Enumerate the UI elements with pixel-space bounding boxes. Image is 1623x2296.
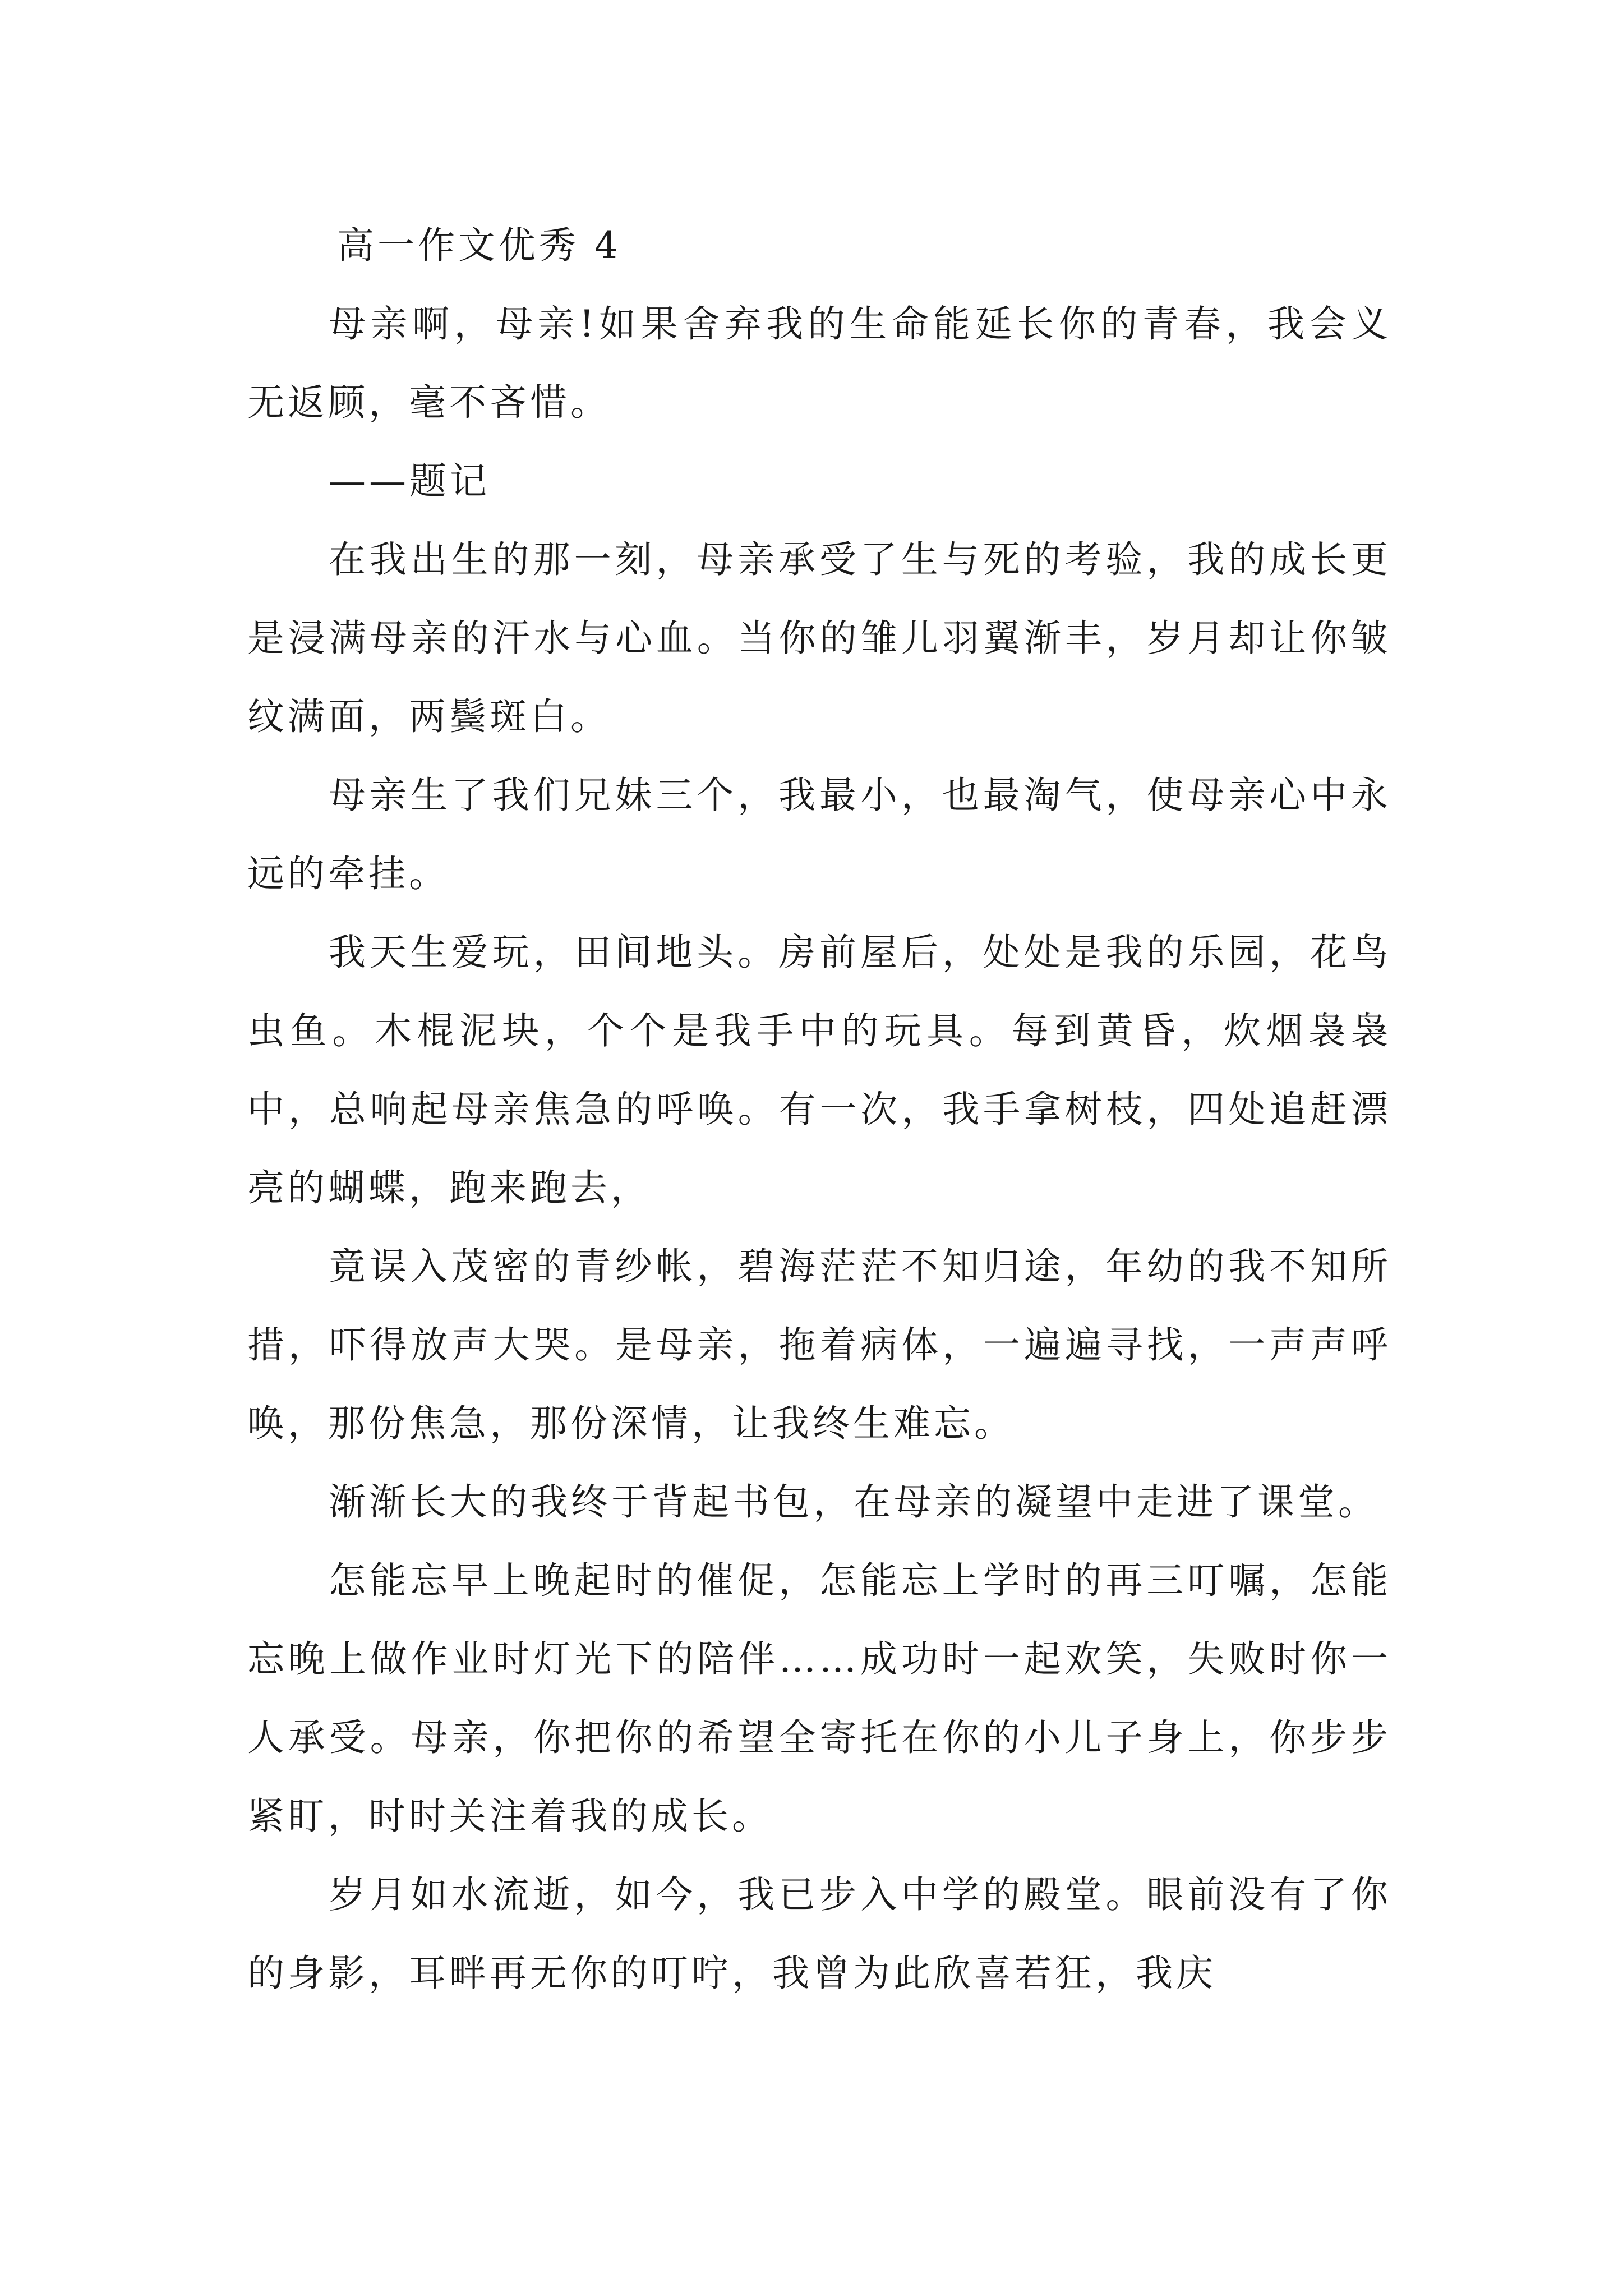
paragraph: 怎能忘早上晚起时的催促，怎能忘上学时的再三叮嘱，怎能忘晚上做作业时灯光下的陪伴……成功时一起欢笑，失败时你一人承受。母亲，你把你的希望全寄托在你的小儿子身上，你步步紧盯，时时关注着我的成长。: [247, 1559, 1391, 1838]
paragraph: 竟误入茂密的青纱帐，碧海茫茫不知归途，年幼的我不知所措，吓得放声大哭。是母亲，拖着病体，一遍遍寻找，一声声呼唤，那份焦急，那份深情，让我终生难忘。: [247, 1245, 1391, 1445]
paragraph: 母亲生了我们兄妹三个，我最小，也最淘气，使母亲心中永远的牵挂。: [247, 774, 1391, 895]
document-body: [247, 206, 1391, 2013]
paragraph: 岁月如水流逝，如今，我已步入中学的殿堂。眼前没有了你的身影，耳畔再无你的叮咛，我曾为此欣喜若狂，我庆: [247, 1873, 1391, 1995]
paragraph: 我天生爱玩，田间地头。房前屋后，处处是我的乐园，花鸟虫鱼。木棍泥块，个个是我手中的玩具。每到黄昏，炊烟袅袅中，总响起母亲焦急的呼唤。有一次，我手拿树枝，四处追赶漂亮的蝴蝶，跑来跑去，: [247, 931, 1391, 1209]
paragraph: 在我出生的那一刻，母亲承受了生与死的考验，我的成长更是浸满母亲的汗水与心血。当你的雏儿羽翼渐丰，岁月却让你皱纹满面，两鬓斑白。: [247, 538, 1391, 738]
paragraph: 渐渐长大的我终于背起书包，在母亲的凝望中走进了课堂。: [329, 1480, 1378, 1524]
paragraph-epigraph: 母亲啊，母亲!如果舍弃我的生命能延长你的青春，我会义无返顾，毫不吝惜。: [247, 302, 1391, 424]
paragraph-epigraph-attribution: ——题记: [329, 459, 490, 503]
document-title: 高一作文优秀 4: [337, 224, 621, 267]
